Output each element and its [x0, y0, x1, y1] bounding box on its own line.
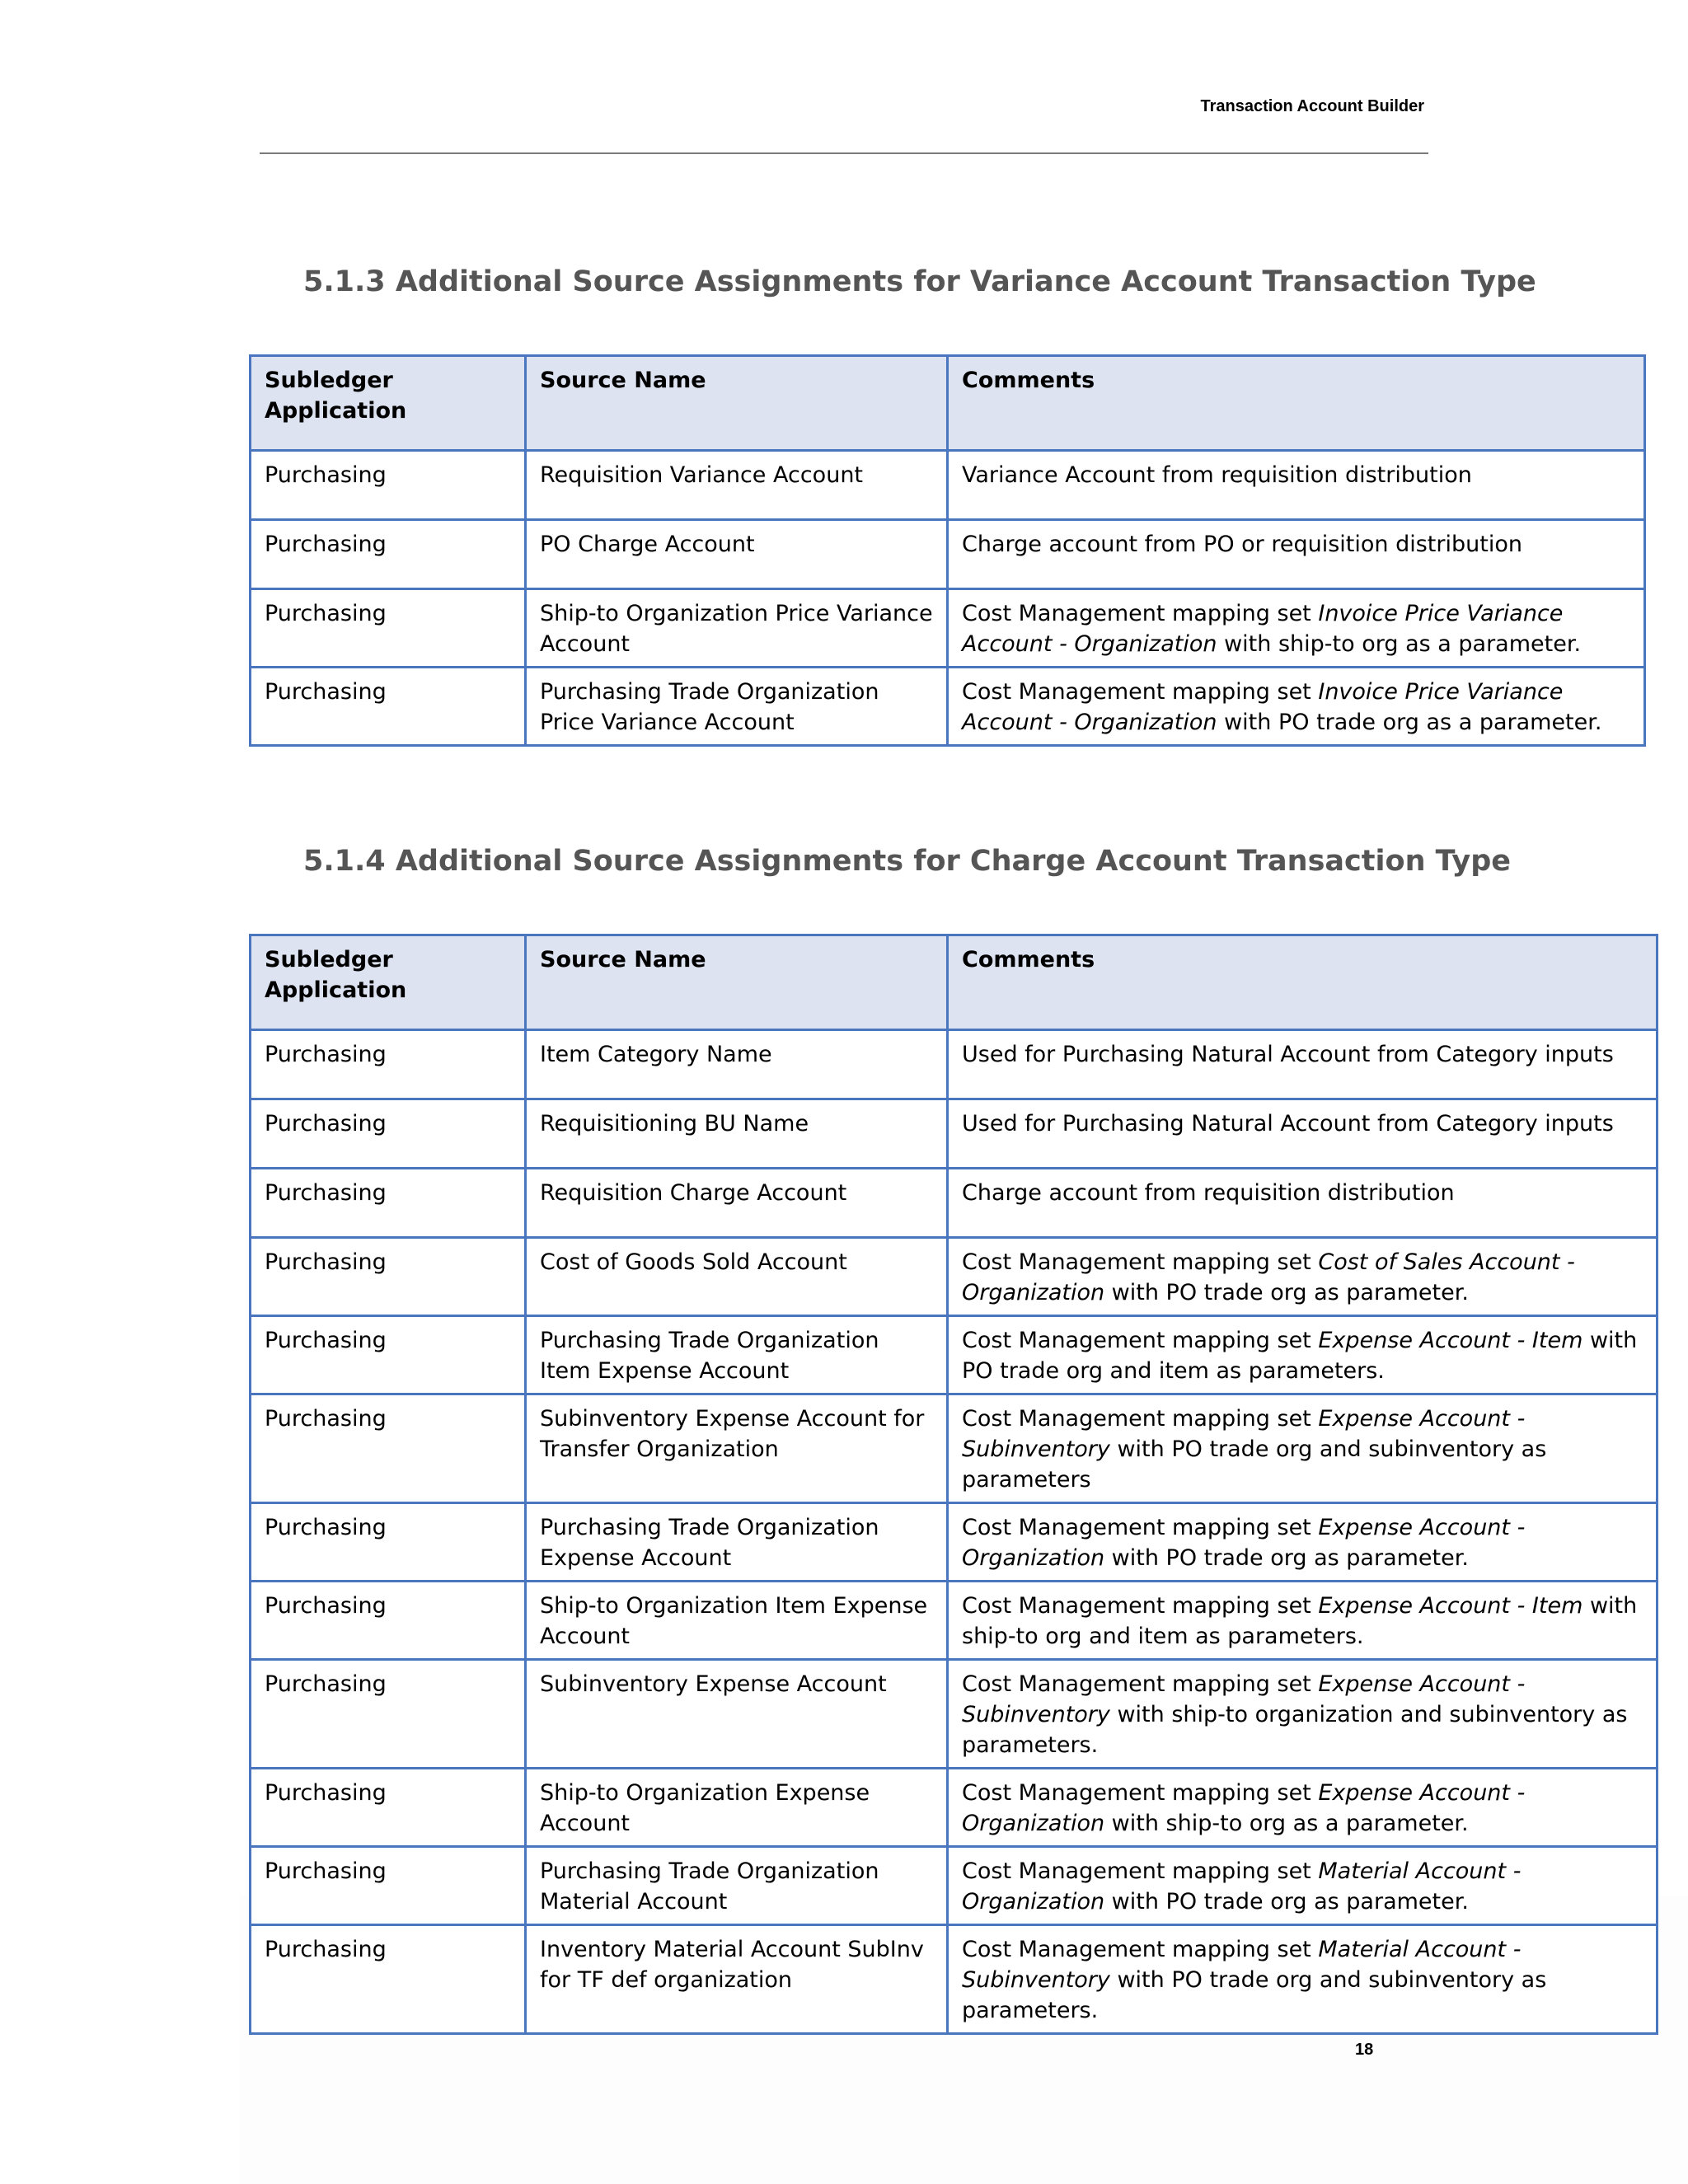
comment-text: with ship-to org as a parameter. — [1217, 631, 1582, 657]
comment-text: Variance Account from requisition distribution — [962, 462, 1472, 488]
cell-subledger-application: Purchasing — [251, 1847, 526, 1925]
cell-comments — [948, 520, 1645, 589]
cell-source-name: Requisition Variance Account — [526, 451, 948, 520]
comment-text: with ship-to org as a parameter. — [1104, 1811, 1469, 1836]
comment-text: with ship-to organization and subinventory as parameters. — [962, 1702, 1628, 1758]
column-header: Source Name — [526, 935, 948, 1030]
running-header: Transaction Account Builder — [1200, 97, 1424, 115]
mapping-set-name: Expense Account - Subinventory — [962, 1406, 1526, 1462]
section-heading-charge: 5.1.4 Additional Source Assignments for Charge Account Transaction Type — [303, 845, 1511, 878]
table-row — [251, 1769, 1658, 1847]
mapping-set-name: Invoice Price Variance Account - Organization — [962, 679, 1564, 735]
table-row — [251, 668, 1645, 746]
cell-subledger-application: Purchasing — [251, 1769, 526, 1847]
cell-comments — [948, 1847, 1658, 1925]
cell-subledger-application: Purchasing — [251, 1660, 526, 1769]
comment-text: Used for Purchasing Natural Account from Category inputs — [962, 1111, 1614, 1137]
cell-subledger-application: Purchasing — [251, 451, 526, 520]
cell-comments — [948, 1316, 1658, 1394]
section-heading-variance: 5.1.3 Additional Source Assignments for Variance Account Transaction Type — [303, 265, 1536, 298]
mapping-set-name: Material Account - Organization — [962, 1858, 1522, 1915]
table-row — [251, 1394, 1658, 1503]
cell-source-name: Subinventory Expense Account for Transfer Organization — [526, 1394, 948, 1503]
cell-source-name: Ship-to Organization Price Variance Account — [526, 589, 948, 668]
comment-text: with PO trade org as parameter. — [1104, 1280, 1469, 1305]
header-divider — [260, 152, 1428, 154]
comment-text: Cost Management mapping set — [962, 1515, 1319, 1540]
comment-text: Cost Management mapping set — [962, 1593, 1319, 1619]
comment-text: Cost Management mapping set — [962, 1858, 1319, 1884]
cell-source-name: Subinventory Expense Account — [526, 1660, 948, 1769]
cell-source-name: Inventory Material Account SubInv for TF def organization — [526, 1925, 948, 2034]
cell-subledger-application: Purchasing — [251, 1030, 526, 1099]
comment-text: with PO trade org as a parameter. — [1217, 710, 1602, 735]
cell-source-name: Requisition Charge Account — [526, 1169, 948, 1238]
cell-subledger-application: Purchasing — [251, 1503, 526, 1582]
mapping-set-name: Invoice Price Variance Account - Organization — [962, 601, 1564, 657]
table-row — [251, 1169, 1658, 1238]
column-header: Comments — [948, 356, 1645, 451]
cell-subledger-application: Purchasing — [251, 1099, 526, 1169]
cell-source-name: Ship-to Organization Expense Account — [526, 1769, 948, 1847]
comment-text: with PO trade org as parameter. — [1104, 1889, 1469, 1915]
cell-source-name: Item Category Name — [526, 1030, 948, 1099]
cell-source-name: Requisitioning BU Name — [526, 1099, 948, 1169]
mapping-set-name: Expense Account - Subinventory — [962, 1671, 1526, 1727]
cell-comments — [948, 668, 1645, 746]
comment-text: Cost Management mapping set — [962, 1671, 1319, 1697]
cell-comments — [948, 1503, 1658, 1582]
mapping-set-name: Material Account - Subinventory — [962, 1937, 1522, 1993]
cell-source-name: Purchasing Trade Organization Item Expense Account — [526, 1316, 948, 1394]
comment-text: with PO trade org as parameter. — [1104, 1545, 1469, 1571]
cell-comments — [948, 1030, 1658, 1099]
table-row — [251, 1582, 1658, 1660]
cell-subledger-application: Purchasing — [251, 589, 526, 668]
column-header: Subledger Application — [251, 935, 526, 1030]
mapping-set-name: Expense Account - Organization — [962, 1780, 1526, 1836]
cell-subledger-application: Purchasing — [251, 520, 526, 589]
table-row — [251, 1316, 1658, 1394]
mapping-set-name: Expense Account - Item — [1318, 1593, 1583, 1619]
column-header: Source Name — [526, 356, 948, 451]
comment-text: Cost Management mapping set — [962, 679, 1319, 705]
cell-source-name: PO Charge Account — [526, 520, 948, 589]
comment-text: with PO trade org and item as parameters. — [962, 1328, 1638, 1384]
cell-comments — [948, 1394, 1658, 1503]
cell-comments — [948, 1169, 1658, 1238]
cell-subledger-application: Purchasing — [251, 1394, 526, 1503]
cell-source-name: Ship-to Organization Item Expense Account — [526, 1582, 948, 1660]
table-row — [251, 589, 1645, 668]
table-row — [251, 451, 1645, 520]
cell-source-name: Purchasing Trade Organization Material Account — [526, 1847, 948, 1925]
table-header-row — [251, 935, 1658, 1030]
table-row — [251, 1503, 1658, 1582]
comment-text: with PO trade org and subinventory as parameters — [962, 1436, 1547, 1493]
table-row — [251, 520, 1645, 589]
cell-subledger-application: Purchasing — [251, 1316, 526, 1394]
cell-comments — [948, 1925, 1658, 2034]
cell-subledger-application: Purchasing — [251, 1582, 526, 1660]
comment-text: Cost Management mapping set — [962, 601, 1319, 626]
table-row — [251, 1847, 1658, 1925]
comment-text: Charge account from PO or requisition distribution — [962, 532, 1522, 557]
comment-text: with PO trade org and subinventory as parameters. — [962, 1967, 1547, 2023]
comment-text: with ship-to org and item as parameters. — [962, 1593, 1638, 1649]
cell-subledger-application: Purchasing — [251, 1925, 526, 2034]
mapping-set-name: Expense Account - Item — [1318, 1328, 1583, 1353]
column-header: Subledger Application — [251, 356, 526, 451]
cell-comments — [948, 1099, 1658, 1169]
comment-text: Charge account from requisition distribution — [962, 1180, 1455, 1206]
cell-source-name: Purchasing Trade Organization Price Variance Account — [526, 668, 948, 746]
comment-text: Cost Management mapping set — [962, 1328, 1319, 1353]
cell-subledger-application: Purchasing — [251, 668, 526, 746]
mapping-set-name: Cost of Sales Account - Organization — [962, 1249, 1575, 1305]
cell-source-name: Purchasing Trade Organization Expense Account — [526, 1503, 948, 1582]
cell-comments — [948, 451, 1645, 520]
variance-source-table — [249, 354, 1646, 747]
page-number: 18 — [1355, 2041, 1374, 2059]
comment-text: Used for Purchasing Natural Account from Category inputs — [962, 1042, 1614, 1067]
table-header-row — [251, 356, 1645, 451]
table-row — [251, 1925, 1658, 2034]
cell-comments — [948, 589, 1645, 668]
table-row — [251, 1238, 1658, 1316]
cell-comments — [948, 1582, 1658, 1660]
mapping-set-name: Expense Account - Organization — [962, 1515, 1526, 1571]
table-row — [251, 1030, 1658, 1099]
comment-text: Cost Management mapping set — [962, 1780, 1319, 1806]
cell-comments — [948, 1238, 1658, 1316]
column-header: Comments — [948, 935, 1658, 1030]
comment-text: Cost Management mapping set — [962, 1937, 1319, 1962]
table-row — [251, 1099, 1658, 1169]
comment-text: Cost Management mapping set — [962, 1406, 1319, 1432]
cell-subledger-application: Purchasing — [251, 1169, 526, 1238]
comment-text: Cost Management mapping set — [962, 1249, 1319, 1275]
charge-source-table — [249, 934, 1658, 2035]
cell-subledger-application: Purchasing — [251, 1238, 526, 1316]
cell-comments — [948, 1660, 1658, 1769]
cell-source-name: Cost of Goods Sold Account — [526, 1238, 948, 1316]
cell-comments — [948, 1769, 1658, 1847]
table-row — [251, 1660, 1658, 1769]
